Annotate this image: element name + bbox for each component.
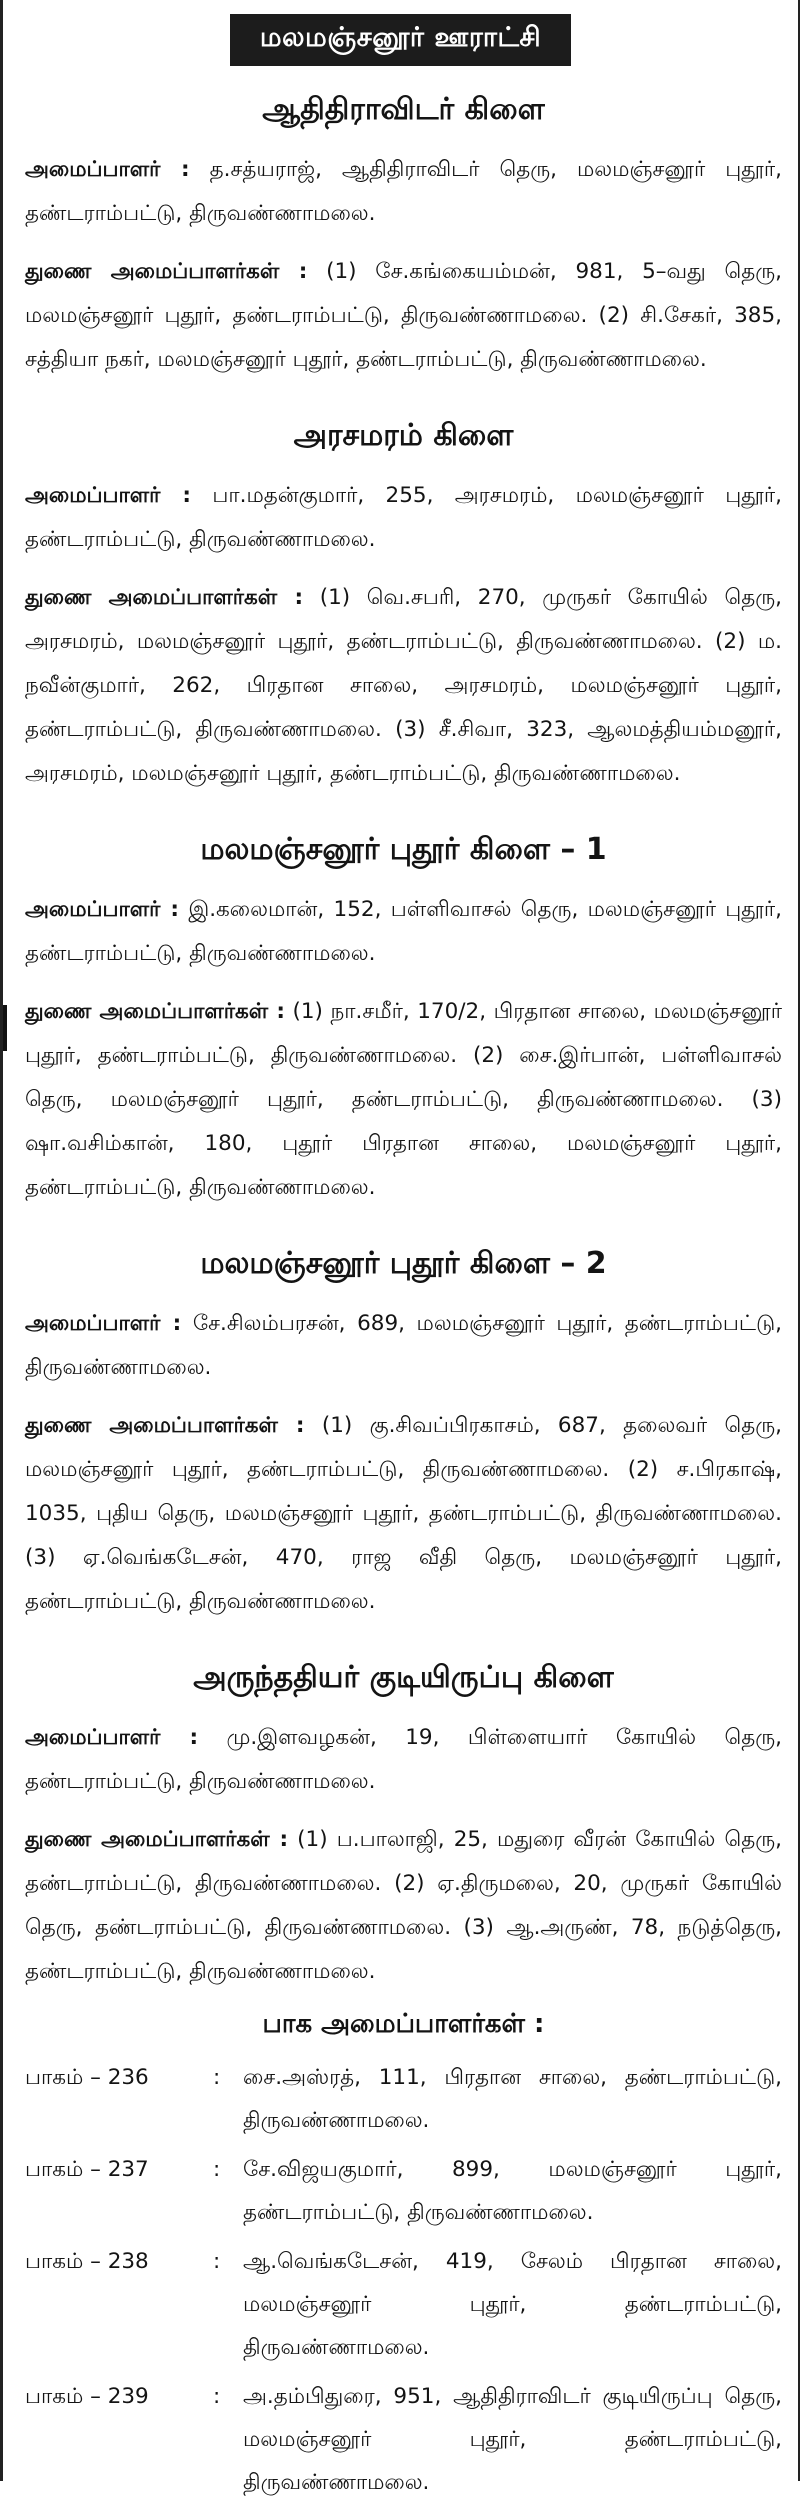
branch-section [25, 1246, 782, 1624]
deputies-text: (1) சே.கங்கையம்மன், 981, 5–வது தெரு, மலமஞ்சனூர் புதூர், தண்டராம்பட்டு, திருவண்ணாமலை. (2) சி.சேகர், 385, சத்தியா நகர், மலமஞ்சனூர் புதூர், தண்டராம்பட்டு, திருவண்ணாமலை. [25, 259, 782, 372]
part-label: பாகம் – 237 [25, 2156, 149, 2182]
deputies-label: துணை அமைப்பாளர்கள் : [25, 259, 308, 284]
margin-mark [3, 1005, 7, 1051]
part-label: பாகம் – 239 [25, 2383, 149, 2409]
organizer-text: பா.மதன்குமார், 255, அரசமரம், மலமஞ்சனூர் புதூர், தண்டராம்பட்டு, திருவண்ணாமலை. [25, 483, 782, 552]
branch-section [25, 92, 782, 382]
part-row [25, 2240, 782, 2369]
part-colon: : [213, 2064, 221, 2090]
part-value: அ.தம்பிதுரை, 951, ஆதிதிராவிடர் குடியிருப்பு தெரு, மலமஞ்சனூர் புதூர், தண்டராம்பட்டு, திருவண்ணாமலை. [243, 2383, 782, 2495]
deputies-label: துணை அமைப்பாளர்கள் : [25, 585, 304, 610]
organizer-entry [25, 148, 782, 236]
organizer-label: அமைப்பாளர் : [25, 1311, 182, 1336]
branch-title: அரசமரம் கிளை [293, 418, 514, 453]
part-row [25, 2148, 782, 2234]
organizer-entry [25, 1716, 782, 1804]
organizer-text: மு.இளவழகன், 19, பிள்ளையார் கோயில் தெரு, தண்டராம்பட்டு, திருவண்ணாமலை. [25, 1725, 782, 1794]
part-value: ஆ.வெங்கடேசன், 419, சேலம் பிரதான சாலை, மலமஞ்சனூர் புதூர், தண்டராம்பட்டு, திருவண்ணாமலை. [243, 2248, 782, 2360]
branch-title: மலமஞ்சனூர் புதூர் கிளை – 2 [200, 1246, 607, 1281]
banner-wrap [3, 0, 798, 66]
organizer-label: அமைப்பாளர் : [25, 1725, 199, 1750]
organizer-entry [25, 474, 782, 562]
deputies-label: துணை அமைப்பாளர்கள் : [25, 1827, 289, 1852]
organizer-text: இ.கலைமான், 152, பள்ளிவாசல் தெரு, மலமஞ்சனூர் புதூர், தண்டராம்பட்டு, திருவண்ணாமலை. [25, 897, 782, 966]
deputies-label: துணை அமைப்பாளர்கள் : [25, 1413, 305, 1438]
organizer-text: சே.சிலம்பரசன், 689, மலமஞ்சனூர் புதூர், தண்டராம்பட்டு, திருவண்ணாமலை. [25, 1311, 782, 1380]
organizer-text: த.சத்யராஜ், ஆதிதிராவிடர் தெரு, மலமஞ்சனூர் புதூர், தண்டராம்பட்டு, திருவண்ணாமலை. [25, 157, 782, 226]
part-colon: : [213, 2156, 221, 2182]
deputies-entry [25, 576, 782, 796]
branch-title: அருந்ததியர் குடியிருப்பு கிளை [193, 1660, 614, 1695]
part-label: பாகம் – 238 [25, 2248, 149, 2274]
organizer-label: அமைப்பாளர் : [25, 157, 190, 182]
part-value: சை.அஸ்ரத், 111, பிரதான சாலை, தண்டராம்பட்டு, திருவண்ணாமலை. [243, 2064, 782, 2133]
part-row [25, 2056, 782, 2142]
part-colon: : [213, 2383, 221, 2409]
branch-title: மலமஞ்சனூர் புதூர் கிளை – 1 [200, 832, 607, 867]
deputies-text: (1) கு.சிவப்பிரகாசம், 687, தலைவர் தெரு, மலமஞ்சனூர் புதூர், தண்டராம்பட்டு, திருவண்ணாமலை. (2) ச.பிரகாஷ், 1035, புதிய தெரு, மலமஞ்சனூர் புதூர், தண்டராம்பட்டு, திருவண்ணாமலை. (3) ஏ.வெங்கடேசன், 470, ராஜ வீதி தெரு, மலமஞ்சனூர் புதூர், தண்டராம்பட்டு, திருவண்ணாமலை. [25, 1413, 782, 1614]
organizer-label: அமைப்பாளர் : [25, 483, 192, 508]
deputies-entry [25, 990, 782, 1210]
organizer-entry [25, 888, 782, 976]
organizer-label: அமைப்பாளர் : [25, 897, 179, 922]
deputies-text: (1) ப.பாலாஜி, 25, மதுரை வீரன் கோயில் தெரு, தண்டராம்பட்டு, திருவண்ணாமலை. (2) ஏ.திருமலை, 20, முருகர் கோயில் தெரு, தண்டராம்பட்டு, திருவண்ணாமலை. (3) ஆ.அருண், 78, நடுத்தெரு, தண்டராம்பட்டு, திருவண்ணாமலை. [25, 1827, 782, 1984]
deputies-entry [25, 1818, 782, 1994]
part-label: பாகம் – 236 [25, 2064, 149, 2090]
part-colon: : [213, 2248, 221, 2274]
part-row [25, 2375, 782, 2504]
branch-title: ஆதிதிராவிடர் கிளை [262, 92, 545, 127]
deputies-entry [25, 1404, 782, 1624]
branch-section [25, 832, 782, 1210]
deputies-text: (1) நா.சமீர், 170/2, பிரதான சாலை, மலமஞ்சனூர் புதூர், தண்டராம்பட்டு, திருவண்ணாமலை. (2) சை.இர்பான், பள்ளிவாசல் தெரு, மலமஞ்சனூர் புதூர், தண்டராம்பட்டு, திருவண்ணாமலை. (3) ஷா.வசிம்கான், 180, புதூர் பிரதான சாலை, மலமஞ்சனூர் புதூர், தண்டராம்பட்டு, திருவண்ணாமலை. [25, 999, 782, 1200]
deputies-entry [25, 250, 782, 382]
parts-heading: பாக அமைப்பாளர்கள் : [262, 2009, 545, 2039]
panchayat-banner: மலமஞ்சனூர் ஊராட்சி [230, 14, 571, 66]
branch-section [25, 418, 782, 796]
content [25, 92, 782, 2510]
organizer-entry [25, 1302, 782, 1390]
deputies-text: (1) வெ.சபரி, 270, முருகர் கோயில் தெரு, அரசமரம், மலமஞ்சனூர் புதூர், தண்டராம்பட்டு, திருவண்ணாமலை. (2) ம. நவீன்குமார், 262, பிரதான சாலை, அரசமரம், மலமஞ்சனூர் புதூர், தண்டராம்பட்டு, திருவண்ணாமலை. (3) சீ.சிவா, 323, ஆலமத்தியம்மனூர், அரசமரம், மலமஞ்சனூர் புதூர், தண்டராம்பட்டு, திருவண்ணாமலை. [25, 585, 782, 786]
branch-section [25, 1660, 782, 1994]
deputies-label: துணை அமைப்பாளர்கள் : [25, 999, 285, 1024]
part-value: சே.விஜயகுமார், 899, மலமஞ்சனூர் புதூர், தண்டராம்பட்டு, திருவண்ணாமலை. [243, 2156, 782, 2225]
